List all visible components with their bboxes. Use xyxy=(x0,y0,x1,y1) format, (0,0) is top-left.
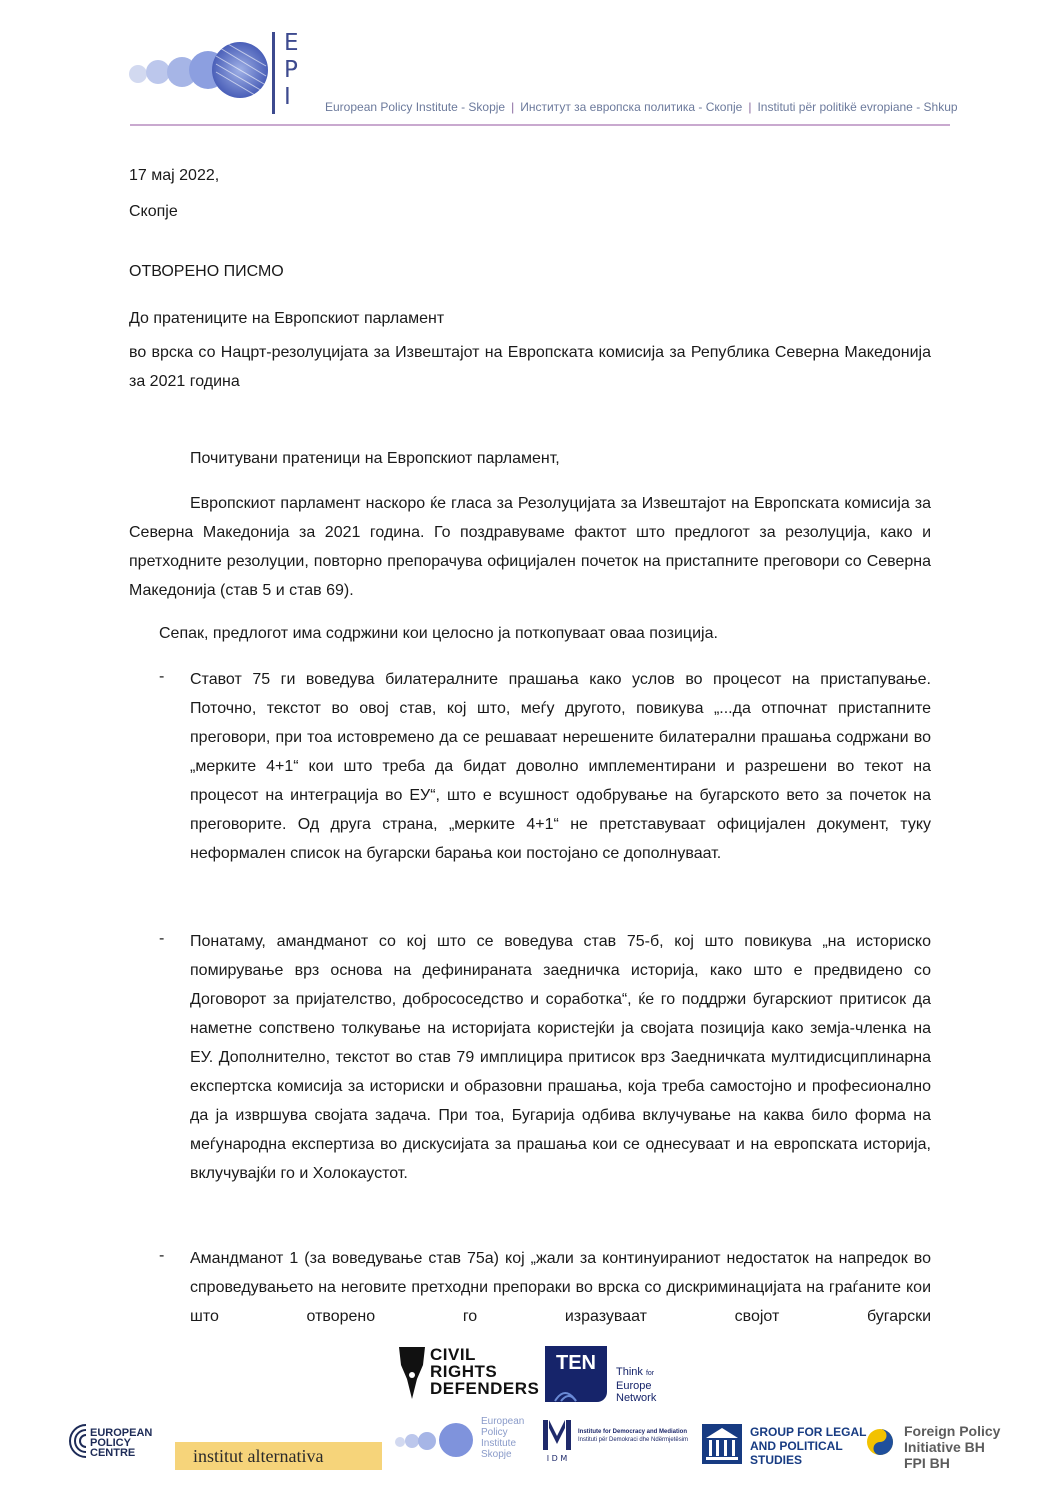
idm-line-2: Instituti për Demokraci dhe Ndërmjetësim xyxy=(578,1437,689,1443)
bullet-marker: - xyxy=(159,930,165,947)
glps-line-2: AND POLITICAL xyxy=(750,1439,843,1453)
fpi-circle-icon xyxy=(866,1428,894,1456)
tagline-english: European Policy Institute - Skopje xyxy=(325,100,506,114)
epi-small-logo xyxy=(481,1416,524,1460)
epi-logo-letters xyxy=(284,30,306,111)
tagline-albanian: Instituti për politikë evropiane - Shkup xyxy=(757,100,958,114)
fpi-line-1: Foreign Policy xyxy=(904,1423,1001,1439)
bullet-paragraph-3: Амандманот 1 (за воведување став 75а) кој „жали за континуираниот недостаток на напредок во спроведувањето на неговите претходни препораки во врска со дискриминацијата на граѓаните кои што отворено го изразуваат својот бугарски xyxy=(190,1250,931,1325)
logo-divider xyxy=(272,32,275,114)
letter-recipient: До пратениците на Европскиот парламент xyxy=(129,310,445,327)
header-divider xyxy=(130,124,950,126)
civil-rights-defenders-logo xyxy=(430,1346,539,1397)
bullet-marker: - xyxy=(159,1247,165,1264)
crd-line-3: DEFENDERS xyxy=(430,1379,540,1398)
bullet-marker: - xyxy=(159,668,165,685)
idm-logo-mark xyxy=(541,1416,573,1464)
bullet-paragraph-1: Ставот 75 ги воведува билатералните прашања како услов во процесот на пристапување. Поточно, текстот во овој став, кој што, меѓу другото, повикува „...да отпочнат пристапните преговори, при тоа истовремено да се решаваат нерешените билатерални прашања содржани во „мерките 4+1“ кои што треба да бидат доволно имплементирани и разрешени во текот на процесот на интеграција во ЕУ“, што е всушност одобрување на бугарското вето за почеток на преговорите. Од друга страна, „мерките 4+1“ не претставуваат официјален документ, туку неформален список на бугарски барања кои постојано се дополнуваат. xyxy=(190,671,931,862)
epi-small-logo-graphic xyxy=(394,1420,476,1460)
paragraph-concern: Сепак, предлогот има содржини кои целосно ја поткопуваат оваа позиција. xyxy=(159,625,718,642)
ten-tagline xyxy=(616,1366,656,1404)
civil-rights-defenders-pen-logo xyxy=(397,1345,427,1401)
institut-alternativa-logo: institut alternativa xyxy=(175,1442,382,1470)
ten-word-europe: Europe xyxy=(616,1380,652,1392)
glps-building-icon xyxy=(702,1424,742,1464)
epi-small-line-1: European xyxy=(481,1416,525,1427)
letter-date: 17 мај 2022, xyxy=(129,167,220,184)
ten-word-for: for xyxy=(645,1370,655,1377)
tagline-separator: | xyxy=(511,100,515,114)
glps-line-1: GROUP FOR LEGAL xyxy=(750,1425,867,1439)
glps-line-3: STUDIES xyxy=(750,1453,803,1467)
tagline-separator: | xyxy=(748,100,752,114)
fpi-logo xyxy=(904,1423,1000,1471)
glps-logo xyxy=(750,1425,866,1467)
crd-line-2: RIGHTS xyxy=(430,1362,498,1381)
logo-letter-e: E xyxy=(284,30,299,56)
ten-signal-icon xyxy=(545,1381,607,1403)
bullet-paragraph-2: Понатаму, амандманот со кој што се воведува став 75-б, кој што повикува „на историско помирување врз основа на дефинираната заедничка историја, како што е предвидено со Договорот за пријателство, добрососедство и соработка“, ќе го поддржи бугарскиот притисок да наметне сопствено толкување на историјата користејќи ја својата позиција како земја-членка на ЕУ. Дополнително, текстот во став 79 имплицира притисок врз Заедничката мултидисциплинарна експертска комисија за историски и образовни прашања, која треба самостојно и професионално да ја извршува својата задача. При тоа, Бугарија одбива вклучување на каква било форма на меѓународна експертиза во дискусијата за прашања кои се однесуваат и на европската историја, вклучувајќи го и Холокаустот. xyxy=(190,933,931,1182)
crd-line-1: CIVIL xyxy=(430,1345,476,1364)
tagline-macedonian: Институт за европска политика - Скопје xyxy=(520,100,743,114)
epc-logo xyxy=(90,1428,152,1458)
ten-logo-text: TEN xyxy=(556,1352,596,1374)
logo-letter-p: P xyxy=(284,57,298,83)
epc-line-1: EUROPEAN xyxy=(90,1427,153,1439)
ten-logo xyxy=(545,1346,607,1402)
epc-line-2: POLICY xyxy=(90,1437,131,1449)
fpi-line-2: Initiative BH xyxy=(904,1439,985,1455)
letter-place: Скопје xyxy=(129,203,178,220)
epc-line-3: CENTRE xyxy=(90,1447,136,1459)
idm-logo xyxy=(578,1428,688,1444)
logo-letter-i: I xyxy=(284,84,291,110)
epi-logo-dots-graphic xyxy=(128,36,270,106)
epi-small-line-4: Skopje xyxy=(481,1449,512,1460)
epi-small-line-2: Policy xyxy=(481,1427,508,1438)
idm-letters: I D M xyxy=(546,1454,568,1463)
epi-small-line-3: Institute xyxy=(481,1438,517,1449)
letter-title: ОТВОРЕНО ПИСМО xyxy=(129,263,284,280)
header-tagline xyxy=(325,100,958,114)
ten-word-network: Network xyxy=(616,1392,657,1404)
ten-word-think: Think xyxy=(616,1366,643,1378)
paragraph-intro: Европскиот парламент наскоро ќе гласа за Резолуцијата за Извештајот на Европската комисија за Северна Македонија за 2021 година. Го поздравуваме фактот што предлогот за резолуција, како и претходните резолуции, повторно препорачува официјален почеток на пристапните преговори со Северна Македонија (став 5 и став 69). xyxy=(129,495,931,599)
letter-salutation: Почитувани пратеници на Европскиот парламент, xyxy=(190,450,560,467)
fpi-line-3: FPI BH xyxy=(904,1455,950,1471)
idm-line-1: Institute for Democracy and Mediation xyxy=(578,1429,688,1435)
letter-subject: во врска со Нацрт-резолуцијата за Извештајот на Европската комисија за Република Северна Македонија за 2021 година xyxy=(129,344,931,390)
